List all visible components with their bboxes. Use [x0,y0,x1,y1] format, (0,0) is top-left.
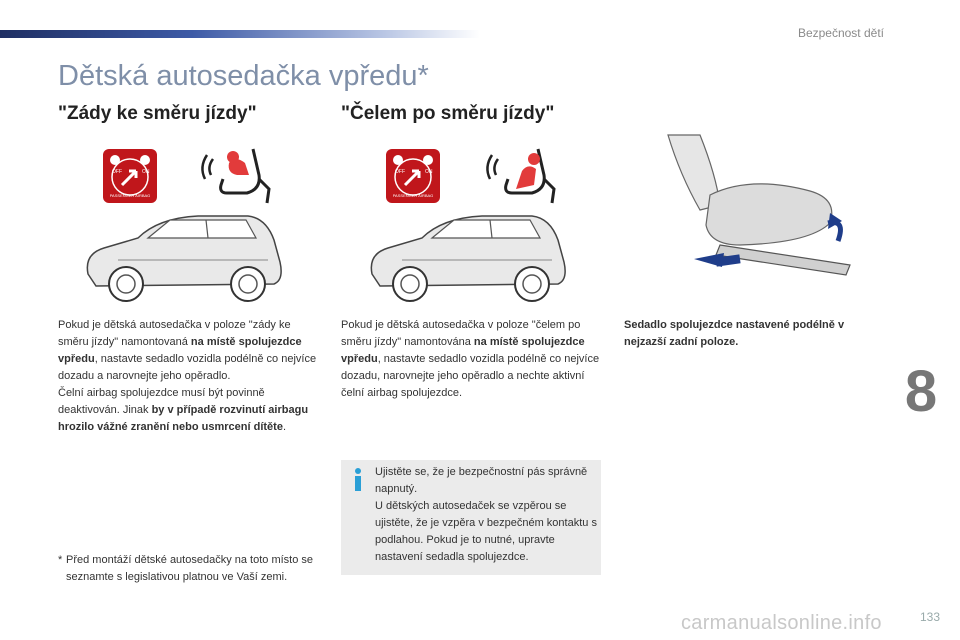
forward-facing-para-bold: na místě spolujezdce vpředu [341,336,585,365]
forward-facing-seat-illustration [482,145,560,205]
footnote-star: * [58,554,63,566]
rear-facing-para2-bold: by v případě rozvinutí airbagu hrozilo vážné zranění nebo usmrcení dítěte [58,404,309,433]
rear-facing-para2-b: . [282,421,286,433]
section-label: Bezpečnost dětí [797,26,884,40]
seat-rearmost-position-illustration [660,135,860,285]
page-title: Dětská autosedačka vpředu* [58,60,429,92]
airbag-badge-left [103,149,157,203]
info-line2: U dětských autosedaček se vzpěrou se ujistěte, že je vzpěra v bezpečném kontaktu s podlahou. Pokud je to nutné, upravte nastavení sedadla spolujezdce. [375,500,597,563]
page-number: 133 [919,610,940,624]
airbag-off-label: OFF [395,169,405,175]
airbag-ring-label: PASSENGER AIRBAG [109,193,151,198]
footnote-text: Před montáží dětské autosedačky na toto místo se seznamte s legislativou platnou ve Vaší zemi. [66,554,314,583]
heading-rear-facing: "Zády ke směru jízdy" [58,103,257,124]
car-illustration-left [78,208,288,303]
forward-facing-instructions [341,317,601,402]
rear-facing-para1-bold: na místě spolujezdce vpředu [58,336,302,365]
seat-position-caption: Sedadlo spolujezdce nastavené podélně v nejzazší zadní poloze. [624,319,845,348]
rear-facing-instructions [58,317,318,436]
info-icon [351,468,365,492]
footnote [58,552,328,586]
header-gradient-bar [0,30,480,38]
watermark: carmanualsonline.info [681,612,882,634]
forward-facing-para-b: , nastavte sedadlo vozidla podélně co nejvíce dozadu, narovnejte jeho opěradlo a nechte aktivní čelní airbag spolujezdce. [341,353,600,399]
airbag-off-label: OFF [112,169,122,175]
info-box [341,460,601,575]
rear-facing-para2-a: Čelní airbag spolujezdce musí být povinně deaktivován. Jinak [58,387,265,416]
airbag-badge-middle [386,149,440,203]
airbag-on-label: ON [142,169,150,175]
rear-facing-para1-a: Pokud je dětská autosedačka v poloze "zády ke směru jízdy" namontovaná [58,319,291,348]
info-line1: Ujistěte se, že je bezpečnostní pás správně napnutý. [375,466,588,495]
rear-facing-seat-illustration [197,145,275,205]
airbag-on-label: ON [425,169,433,175]
heading-forward-facing: "Čelem po směru jízdy" [341,103,555,124]
chapter-tab [897,356,957,428]
car-illustration-middle [362,208,572,303]
info-text [375,464,597,566]
rear-facing-para1-b: , nastavte sedadlo vozidla podélně co nejvíce dozadu a narovnejte jeho opěradlo. [58,353,317,382]
chapter-number: 8 [904,359,938,424]
airbag-ring-label: PASSENGER AIRBAG [392,193,434,198]
forward-facing-para-a: Pokud je dětská autosedačka v poloze "čelem po směru jízdy" namontována [341,319,581,348]
